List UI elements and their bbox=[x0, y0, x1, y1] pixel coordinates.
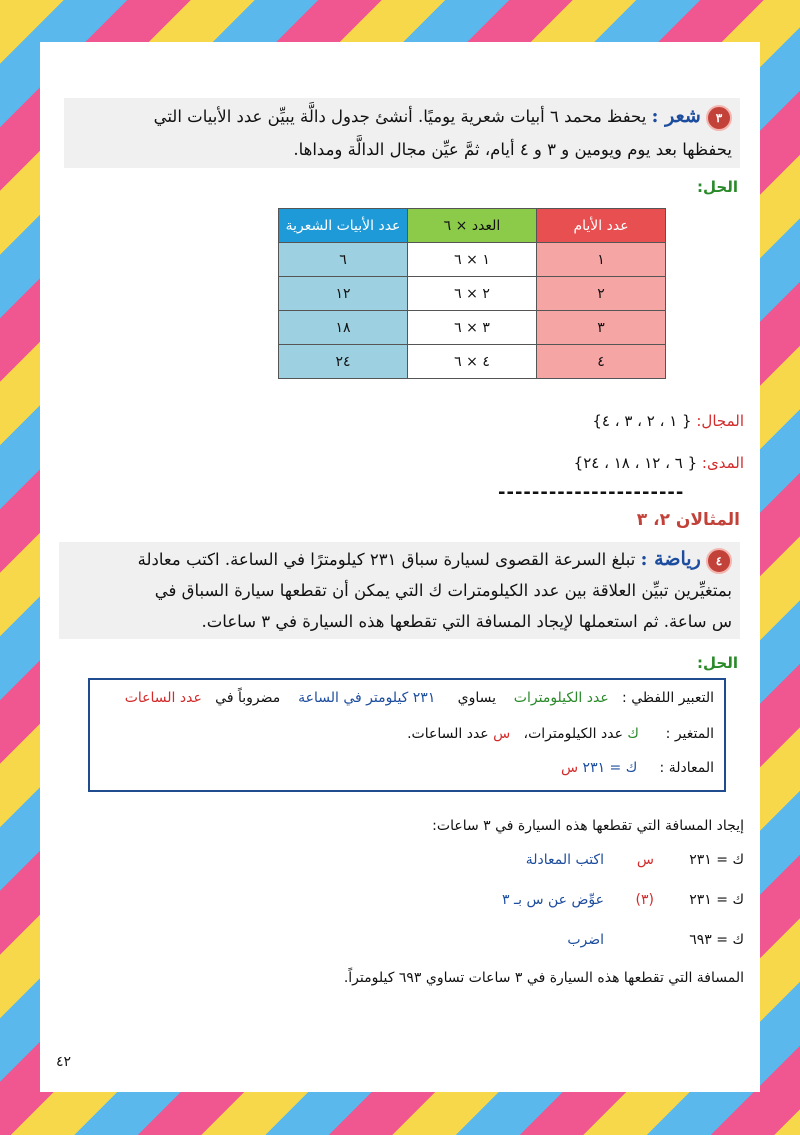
problem-number-badge: ٣ bbox=[706, 105, 732, 131]
function-table bbox=[278, 208, 666, 379]
solution-label-2: الحل: bbox=[697, 654, 738, 672]
table-cell: ٢ bbox=[537, 277, 666, 311]
step-expression: ك = ٢٣١ bbox=[689, 852, 744, 868]
verbal-times: مضروباً في bbox=[215, 690, 281, 706]
step-extra: س bbox=[636, 852, 654, 868]
equation-row bbox=[561, 760, 714, 776]
step-extra: (٣) bbox=[635, 892, 654, 908]
table-cell: ٤ bbox=[537, 345, 666, 379]
table-row bbox=[279, 311, 666, 345]
solution-steps bbox=[444, 852, 744, 962]
variable-k-text: عدد الكيلومترات، bbox=[523, 726, 623, 742]
variable-s: س bbox=[493, 726, 511, 742]
verbal-expression-row bbox=[125, 690, 714, 706]
problem-number-badge: ٤ bbox=[706, 548, 732, 574]
verbal-equals: يساوي bbox=[457, 690, 496, 706]
solution-label: الحل: bbox=[697, 178, 738, 196]
problem-text-line-1: تبلغ السرعة القصوى لسيارة سباق ٢٣١ كيلومترًا في الساعة. اكتب معادلة bbox=[137, 550, 636, 569]
table-header-row bbox=[279, 209, 666, 243]
problem-3 bbox=[64, 98, 740, 168]
variables-row bbox=[407, 726, 714, 742]
verbal-km: عدد الكيلومترات bbox=[513, 690, 609, 706]
table-row bbox=[279, 345, 666, 379]
table-header-product: العدد × ٦ bbox=[408, 209, 537, 243]
step-row bbox=[567, 932, 744, 948]
step-note: اكتب المعادلة bbox=[525, 852, 604, 868]
divider: ---------------------- bbox=[498, 482, 685, 503]
verbal-speed: ٢٣١ كيلومتر في الساعة bbox=[298, 690, 436, 706]
domain-line bbox=[592, 412, 744, 430]
problem-text-line-1: يحفظ محمد ٦ أبيات شعرية يوميًا. أنشئ جدول دالَّة يبيِّن عدد الأبيات التي bbox=[153, 107, 647, 126]
table-cell: ٦ bbox=[279, 243, 408, 277]
page-number: ٤٢ bbox=[56, 1054, 72, 1070]
variables-label: المتغير : bbox=[665, 726, 714, 742]
domain-label: المجال: bbox=[696, 412, 744, 430]
step-expression: ك = ٢٣١ bbox=[689, 892, 744, 908]
step-note: عوِّض عن س بـ ٣ bbox=[502, 892, 604, 908]
step-row bbox=[526, 852, 744, 868]
find-distance-text: إيجاد المسافة التي تقطعها هذه السيارة في ٣ ساعات: bbox=[432, 818, 744, 834]
table-header-verses: عدد الأبيات الشعرية bbox=[279, 209, 408, 243]
table-header-days: عدد الأيام bbox=[537, 209, 666, 243]
page bbox=[40, 42, 760, 1092]
step-note: اضرب bbox=[567, 932, 604, 948]
equation-label: المعادلة : bbox=[659, 760, 714, 776]
table-cell: ١ × ٦ bbox=[408, 243, 537, 277]
table-row bbox=[279, 277, 666, 311]
problem-text-line-3: س ساعة. ثم استعملها لإيجاد المسافة التي تقطعها هذه السيارة في ٣ ساعات. bbox=[201, 612, 732, 631]
range-value: { ٦ ، ١٢ ، ١٨ ، ٢٤} bbox=[573, 454, 698, 472]
problem-keyword: رياضة : bbox=[640, 548, 701, 570]
examples-heading: المثالان ٢، ٣ bbox=[636, 510, 740, 530]
range-line bbox=[574, 454, 744, 472]
verbal-hours: عدد الساعات bbox=[124, 690, 202, 706]
equation-s: س bbox=[561, 760, 579, 776]
domain-value: { ١ ، ٢ ، ٣ ، ٤} bbox=[592, 412, 692, 430]
range-label: المدى: bbox=[701, 454, 744, 472]
verbal-label: التعبير اللفظي : bbox=[622, 690, 714, 706]
problem-keyword: شعر : bbox=[651, 105, 701, 127]
table-cell: ٢٤ bbox=[279, 345, 408, 379]
conclusion-text: المسافة التي تقطعها هذه السيارة في ٣ ساعات تساوي ٦٩٣ كيلومتراً. bbox=[343, 970, 744, 986]
table-cell: ٢ × ٦ bbox=[408, 277, 537, 311]
variable-k: ك bbox=[627, 726, 639, 742]
equation-box bbox=[88, 678, 726, 792]
table-cell: ٣ bbox=[537, 311, 666, 345]
step-row bbox=[502, 892, 744, 908]
table-cell: ١٨ bbox=[279, 311, 408, 345]
table-cell: ٤ × ٦ bbox=[408, 345, 537, 379]
table-cell: ٣ × ٦ bbox=[408, 311, 537, 345]
problem-4 bbox=[59, 542, 740, 639]
problem-text-line-2: بمتغيِّرين تبيِّن العلاقة بين عدد الكيلومترات ك التي يمكن أن تقطعها سيارة السباق في bbox=[154, 581, 732, 600]
table-cell: ١٢ bbox=[279, 277, 408, 311]
table-cell: ١ bbox=[537, 243, 666, 277]
step-expression: ك = ٦٩٣ bbox=[689, 932, 744, 948]
table-row bbox=[279, 243, 666, 277]
problem-text-line-2: يحفظها بعد يوم ويومين و ٣ و ٤ أيام، ثمَّ عيِّن مجال الدالَّة ومداها. bbox=[293, 140, 732, 159]
equation-lhs: ك = ٢٣١ bbox=[582, 760, 638, 776]
variable-s-text: عدد الساعات. bbox=[407, 726, 489, 742]
